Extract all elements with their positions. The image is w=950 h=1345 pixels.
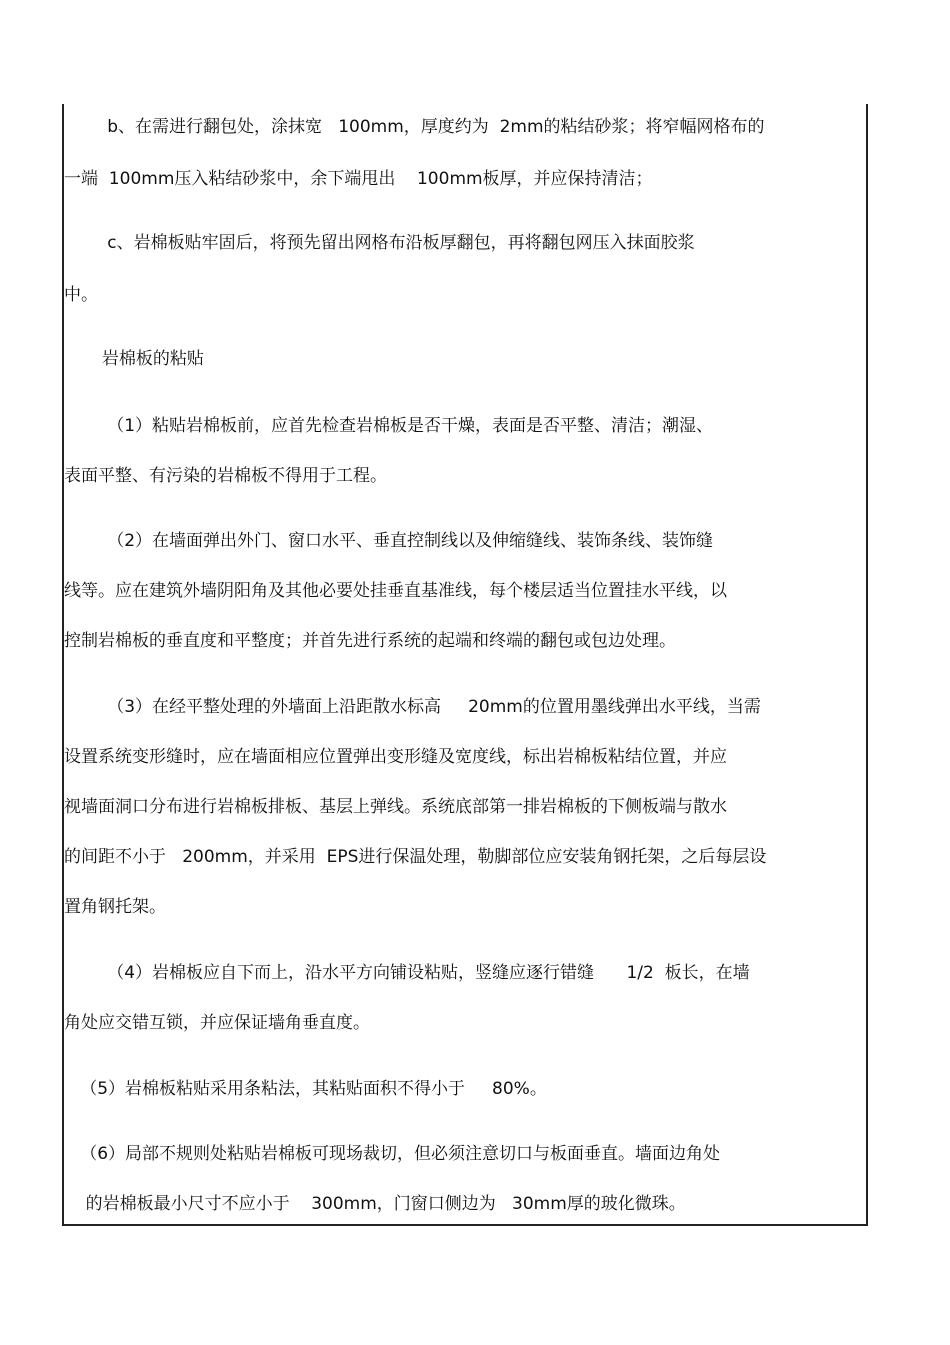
text-line: 的间距不小于 200mm，并采用 EPS进行保温处理，勒脚部位应安装角钢托架，之后每层设 (64, 847, 767, 867)
text-line: b、在需进行翻包处，涂抹宽 100mm，厚度约为 2mm的粘结砂浆；将窄幅网格布的 (64, 117, 765, 137)
text-line: （1）粘贴岩棉板前，应首先检查岩棉板是否干燥，表面是否平整、清洁；潮湿、 (64, 416, 714, 436)
text-line: 的岩棉板最小尺寸不应小于 300mm，门窗口侧边为 30mm厚的玻化微珠。 (64, 1194, 686, 1214)
text-line: （2）在墙面弹出外门、窗口水平、垂直控制线以及伸缩缝线、装饰条线、装饰缝 (64, 531, 714, 551)
text-line: 视墙面洞口分布进行岩棉板排板、基层上弹线。系统底部第一排岩棉板的下侧板端与散水 (64, 797, 727, 817)
text-line: 角处应交错互锁，并应保证墙角垂直度。 (64, 1013, 370, 1033)
text-line: 岩棉板的粘贴 (64, 349, 204, 369)
text-line: （5）岩棉板粘贴采用条粘法，其粘贴面积不得小于 80%。 (64, 1079, 547, 1099)
text-line: 线等。应在建筑外墙阴阳角及其他必要处挂垂直基准线，每个楼层适当位置挂水平线，以 (64, 581, 727, 601)
text-line: 设置系统变形缝时，应在墙面相应位置弹出变形缝及宽度线，标出岩棉板粘结位置，并应 (64, 747, 727, 767)
text-line: 一端 100mm压入粘结砂浆中，余下端甩出 100mm板厚，并应保持清洁； (64, 169, 653, 189)
text-line: 置角钢托架。 (64, 897, 166, 917)
text-line: 中。 (64, 285, 98, 305)
text-line: 控制岩棉板的垂直度和平整度；并首先进行系统的起端和终端的翻包或包边处理。 (64, 631, 676, 651)
text-line: （4）岩棉板应自下而上，沿水平方向铺设粘贴，竖缝应逐行错缝 1/2 板长，在墙 (64, 963, 750, 983)
table-border-frame (62, 104, 868, 1226)
text-line: （6）局部不规则处粘贴岩棉板可现场裁切，但必须注意切口与板面垂直。墙面边角处 (64, 1144, 721, 1164)
text-line: c、岩棉板贴牢固后，将预先留出网格布沿板厚翻包，再将翻包网压入抹面胶浆 (64, 233, 695, 253)
text-line: （3）在经平整处理的外墙面上沿距散水标高 20mm的位置用墨线弹出水平线，当需 (64, 697, 761, 717)
text-line: 表面平整、有污染的岩棉板不得用于工程。 (64, 466, 387, 486)
